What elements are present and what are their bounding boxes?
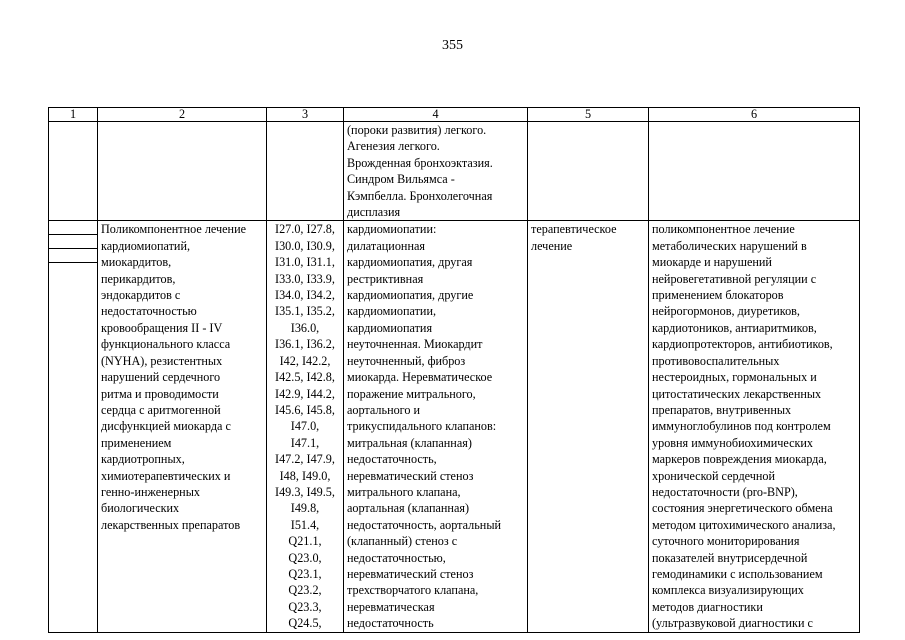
sub-row-divider [49, 221, 97, 235]
cell-text-line: Q23.2, [288, 583, 322, 598]
cell-text-line: Q23.1, [288, 566, 322, 581]
cell-text-line: применением [101, 435, 172, 450]
cell-text-line: кардиотоников, антиаритмиков, [652, 320, 817, 335]
cell-text-line: кардиомиопатия, другая [347, 255, 473, 270]
treatment-method-cell [649, 221, 860, 632]
cell-text-line: недостаточностью [101, 304, 197, 319]
cell-text-line: нестероидных, гормональных и [652, 370, 817, 385]
row1-col6 [649, 122, 860, 221]
header-cell: 4 [344, 108, 528, 122]
cell-text-line: Поликомпонентное лечение [101, 222, 247, 237]
cell-text-line: I34.0, I34.2, [275, 288, 335, 303]
cell-text-line: неуточненная. Миокардит [347, 337, 483, 352]
cell-text-line: неревматическая [347, 599, 435, 614]
procedures-table [48, 107, 860, 633]
cell-text-line: Q23.3, [288, 599, 322, 614]
cell-text-line: противовоспалительных [652, 353, 780, 368]
cell-text-line: кардиомиопатии, [347, 304, 437, 319]
cell-text-line: Q24.5, [288, 616, 322, 631]
cell-text-line: митрального клапана, [347, 484, 461, 499]
cell-text-line: кардиотропных, [101, 452, 185, 467]
header-cell: 5 [528, 108, 649, 122]
cell-text-line: I47.0, [290, 419, 320, 434]
cell-text-line: Q23.0, [288, 550, 322, 565]
cell-text-line: миокардитов, [101, 255, 172, 270]
treatment-name-cell [98, 221, 267, 632]
cell-text-line: Агенезия легкого. [347, 139, 440, 154]
cell-text-line: (пороки развития) легкого. [347, 123, 487, 137]
cell-text-line: аортальная (клапанная) [347, 501, 470, 516]
cell-text-line: (NYHA), резистентных [101, 353, 223, 368]
cell-text-line: методов диагностики [652, 599, 763, 614]
row1-col3 [267, 122, 344, 221]
cell-text-line: нарушений сердечного [101, 370, 221, 385]
cell-text-line: нейровегетативной регуляции с [652, 271, 817, 286]
cell-text-line: I51.4, [290, 517, 320, 532]
cell-text-line: химиотерапевтических и [101, 468, 231, 483]
cell-text-line: нейрогормонов, диуретиков, [652, 304, 800, 319]
cell-text-line: недостаточность [347, 616, 434, 631]
cell-text-line: I31.0, I31.1, [275, 255, 335, 270]
cell-text-line: трехстворчатого клапана, [347, 583, 479, 598]
cell-text-line: I42.9, I44.2, [275, 386, 335, 401]
page-number: 355 [442, 38, 463, 53]
cell-text-line: I27.0, I27.8, [275, 222, 335, 237]
cell-text-line: показателей внутрисердечной [652, 550, 808, 565]
cell-text-line: комплекса визуализирующих [652, 583, 804, 598]
cell-text-line: Синдром Вильямса - [347, 172, 455, 187]
cell-text-line: цитостатических лекарственных [652, 386, 822, 401]
row1-col1 [49, 122, 98, 221]
cell-text-line: Q21.1, [288, 534, 322, 549]
cell-text-line: I36.1, I36.2, [275, 337, 335, 352]
sub-row-divider [49, 235, 97, 249]
row1-col2 [98, 122, 267, 221]
cell-text-line: биологических [101, 501, 180, 516]
cell-text-line: кардиомиопатия, другие [347, 288, 474, 303]
cell-text-line: миокарда. Неревматическое [347, 370, 493, 385]
header-cell: 3 [267, 108, 344, 122]
cell-text-line: (ультразвуковой диагностики с [652, 616, 813, 631]
header-cell: 2 [98, 108, 267, 122]
cell-text-line: иммуноглобулинов под контролем [652, 419, 831, 434]
cell-text-line: применением блокаторов [652, 288, 784, 303]
cell-text-line: I35.1, I35.2, [275, 304, 335, 319]
cell-text-line: I30.0, I30.9, [275, 238, 335, 253]
table-row [49, 122, 860, 221]
cell-text-line: I45.6, I45.8, [275, 402, 335, 417]
cell-text-line: I49.3, I49.5, [275, 484, 335, 499]
cell-text-line: хронической сердечной [652, 468, 776, 483]
cell-text-line: суточного мониторирования [652, 534, 800, 549]
cell-text-line: кардиопротекторов, антибиотиков, [652, 337, 833, 352]
cell-text-line: кардиомиопатия [347, 320, 433, 335]
cell-text-line: митральная (клапанная) [347, 435, 472, 450]
table-row [49, 221, 860, 632]
cell-text-line: I42.5, I42.8, [275, 370, 335, 385]
header-cell: 6 [649, 108, 860, 122]
cell-text-line: I42, I42.2, [279, 353, 331, 368]
cell-text-line: кардиомиопатий, [101, 238, 191, 253]
cell-text-line: метаболических нарушений в [652, 238, 807, 253]
cell-text-line: Кэмпбелла. Бронхолегочная [347, 188, 493, 203]
cell-text-line: сердца с аритмогенной [101, 402, 221, 417]
cell-text-line: поражение митрального, [347, 386, 476, 401]
header-row [49, 108, 860, 122]
cell-text-line: функционального класса [101, 337, 231, 352]
cell-text-line: дилатационная [347, 238, 425, 253]
cell-text-line: терапевтическое [531, 222, 617, 237]
cell-text-line: генно-инженерных [101, 484, 200, 499]
cell-text-line: I47.2, I47.9, [275, 452, 335, 467]
cell-text-line: недостаточность, [347, 452, 437, 467]
cell-text-line: дисфункцией миокарда с [101, 419, 231, 434]
cell-text-line: Врожденная бронхоэктазия. [347, 155, 493, 170]
cell-text-line: состояния энергетического обмена [652, 501, 833, 516]
cell-text-line: кардиомиопатии: [347, 222, 437, 237]
row1-diagnosis-cell [344, 122, 528, 221]
row2-number-cell [49, 221, 98, 632]
cell-text-line: недостаточность, аортальный [347, 517, 502, 532]
cell-text-line: поликомпонентное лечение [652, 222, 795, 237]
diagnosis-cell [344, 221, 528, 632]
cell-text-line: кровообращения II - IV [101, 320, 223, 335]
cell-text-line: гемодинамики с использованием [652, 566, 823, 581]
row1-col5 [528, 122, 649, 221]
cell-text-line: ритма и проводимости [101, 386, 219, 401]
cell-text-line: I49.8, [290, 501, 320, 516]
cell-text-line: неуточненный, фиброз [347, 353, 466, 368]
cell-text-line: недостаточностью, [347, 550, 446, 565]
cell-text-line: перикардитов, [101, 271, 176, 286]
cell-text-line: I47.1, [290, 435, 320, 450]
cell-text-line: препаратов, внутривенных [652, 402, 792, 417]
cell-text-line: лекарственных препаратов [101, 517, 241, 532]
icd-codes-cell [267, 221, 344, 632]
header-cell: 1 [49, 108, 98, 122]
cell-text-line: неревматический стеноз [347, 468, 474, 483]
cell-text-line: I36.0, [290, 320, 320, 335]
cell-text-line: эндокардитов с [101, 288, 181, 303]
cell-text-line: маркеров повреждения миокарда, [652, 452, 827, 467]
sub-row-divider [49, 249, 97, 263]
cell-text-line: недостаточности (pro-BNP), [652, 484, 798, 499]
cell-text-line: аортального и [347, 402, 421, 417]
cell-text-line: лечение [531, 238, 573, 253]
cell-text-line: методом цитохимического анализа, [652, 517, 836, 532]
cell-text-line: (клапанный) стеноз с [347, 534, 458, 549]
cell-text-line: дисплазия [347, 205, 401, 220]
cell-text-line: неревматический стеноз [347, 566, 474, 581]
cell-text-line: уровня иммунобиохимических [652, 435, 814, 450]
cell-text-line: I48, I49.0, [279, 468, 331, 483]
treatment-type-cell [528, 221, 649, 632]
cell-text-line: миокарде и нарушений [652, 255, 772, 270]
cell-text-line: I33.0, I33.9, [275, 271, 335, 286]
cell-text-line: трикуспидального клапанов: [347, 419, 497, 434]
cell-text-line: рестриктивная [347, 271, 424, 286]
